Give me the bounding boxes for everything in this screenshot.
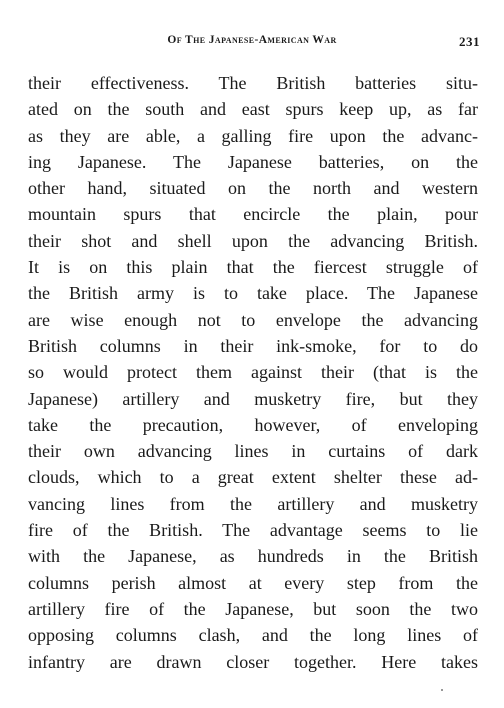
ink-speck	[441, 689, 443, 691]
text-line: ated on the south and east spurs keep up, as far	[28, 99, 478, 120]
running-title: Of The Japanese-American War	[167, 34, 337, 46]
text-line: as they are able, a galling fire upon the advanc-	[28, 125, 478, 146]
text-line: opposing columns clash, and the long lines of	[28, 625, 478, 646]
text-line: mountain spurs that encircle the plain, pour	[28, 204, 478, 225]
text-line: their own advancing lines in curtains of dark	[28, 441, 478, 462]
text-line: with the Japanese, as hundreds in the British	[28, 546, 478, 567]
text-line: take the precaution, however, of enveloping	[28, 414, 478, 435]
text-line: the British army is to take place. The Japanese	[28, 283, 478, 304]
text-line: ing Japanese. The Japanese batteries, on the	[28, 151, 478, 172]
text-line: are wise enough not to envelope the advancing	[28, 309, 478, 330]
text-line: their effectiveness. The British batteries situ-	[28, 73, 478, 93]
text-line: vancing lines from the artillery and musketry	[28, 493, 478, 514]
text-line: It is on this plain that the fiercest struggle of	[28, 257, 478, 278]
text-line: their shot and shell upon the advancing British.	[28, 230, 478, 251]
text-line: other hand, situated on the north and western	[28, 178, 478, 199]
text-line: artillery fire of the Japanese, but soon the two	[28, 598, 478, 619]
text-line: Japanese) artillery and musketry fire, but they	[28, 388, 478, 409]
text-line: British columns in their ink-smoke, for to do	[28, 335, 478, 356]
text-line: columns perish almost at every step from the	[28, 572, 478, 593]
text-line: clouds, which to a great extent shelter these ad-	[28, 467, 478, 488]
page-number: 231	[459, 34, 480, 49]
text-line: fire of the British. The advantage seems to lie	[28, 520, 478, 541]
running-header	[0, 34, 504, 52]
body-paragraph	[28, 70, 478, 675]
text-line: so would protect them against their (that is the	[28, 362, 478, 383]
text-line: infantry are drawn closer together. Here takes	[28, 651, 478, 672]
